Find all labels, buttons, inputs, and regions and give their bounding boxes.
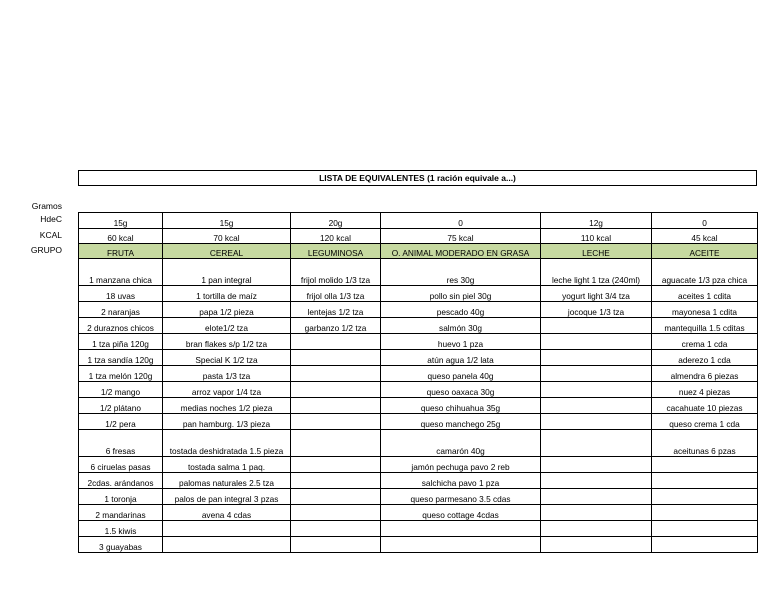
- table-cell: 1/2 pera: [79, 414, 163, 430]
- table-cell: [291, 537, 381, 553]
- table-row: [79, 318, 758, 334]
- table-row: [79, 505, 758, 521]
- table-title: LISTA DE EQUIVALENTES (1 ración equivale a...): [78, 170, 757, 186]
- table-cell: 2 duraznos chicos: [79, 318, 163, 334]
- row-label-kcal: KCAL: [39, 230, 62, 240]
- kcal-cell: 110 kcal: [541, 229, 652, 244]
- row-label-gramos: Gramos: [31, 201, 62, 211]
- table-cell: [291, 366, 381, 382]
- table-cell: queso cottage 4cdas: [381, 505, 541, 521]
- table-cell: atún agua 1/2 lata: [381, 350, 541, 366]
- table-cell: queso manchego 25g: [381, 414, 541, 430]
- table-cell: [291, 334, 381, 350]
- table-cell: [541, 430, 652, 457]
- table-cell: queso panela 40g: [381, 366, 541, 382]
- table-cell: [163, 521, 291, 537]
- table-cell: 1.5 kiwis: [79, 521, 163, 537]
- table-cell: queso crema 1 cda: [652, 414, 758, 430]
- table-cell: [291, 398, 381, 414]
- table-cell: arroz vapor 1/4 tza: [163, 382, 291, 398]
- table-cell: aceites 1 cdita: [652, 286, 758, 302]
- hdec-row: [79, 213, 758, 229]
- table-cell: 1 tortilla de maíz: [163, 286, 291, 302]
- table-cell: [541, 382, 652, 398]
- table-cell: pescado 40g: [381, 302, 541, 318]
- table-cell: mayonesa 1 cdita: [652, 302, 758, 318]
- table-cell: Special K 1/2 tza: [163, 350, 291, 366]
- table-cell: 2 naranjas: [79, 302, 163, 318]
- table-cell: 1 tza melón 120g: [79, 366, 163, 382]
- table-cell: camarón 40g: [381, 430, 541, 457]
- table-cell: 1 pan integral: [163, 259, 291, 286]
- table-cell: queso parmesano 3.5 cdas: [381, 489, 541, 505]
- table-cell: almendra 6 piezas: [652, 366, 758, 382]
- table-cell: huevo 1 pza: [381, 334, 541, 350]
- table-cell: [291, 382, 381, 398]
- table-cell: 18 uvas: [79, 286, 163, 302]
- table-cell: [291, 414, 381, 430]
- table-cell: [652, 505, 758, 521]
- hdec-cell: 12g: [541, 213, 652, 229]
- table-cell: pan hamburg. 1/3 pieza: [163, 414, 291, 430]
- table-cell: [541, 537, 652, 553]
- table-cell: tostada salma 1 paq.: [163, 457, 291, 473]
- table-cell: 1 toronja: [79, 489, 163, 505]
- group-cell-leche: LECHE: [541, 244, 652, 259]
- equivalents-table: [78, 212, 758, 553]
- table-cell: [652, 521, 758, 537]
- table-cell: queso oaxaca 30g: [381, 382, 541, 398]
- table-row: [79, 259, 758, 286]
- table-cell: [541, 521, 652, 537]
- table-cell: [541, 366, 652, 382]
- kcal-row: [79, 229, 758, 244]
- table-cell: 6 fresas: [79, 430, 163, 457]
- table-cell: salmón 30g: [381, 318, 541, 334]
- table-cell: [541, 414, 652, 430]
- table-cell: [541, 398, 652, 414]
- table-cell: [291, 489, 381, 505]
- table-cell: [291, 505, 381, 521]
- table-cell: pollo sin piel 30g: [381, 286, 541, 302]
- table-row: [79, 537, 758, 553]
- table-cell: 1/2 plátano: [79, 398, 163, 414]
- group-cell-leguminosa: LEGUMINOSA: [291, 244, 381, 259]
- table-cell: [381, 521, 541, 537]
- table-row: [79, 521, 758, 537]
- table-cell: crema 1 cda: [652, 334, 758, 350]
- table-cell: [163, 537, 291, 553]
- kcal-cell: 75 kcal: [381, 229, 541, 244]
- table-row: [79, 350, 758, 366]
- table-row: [79, 382, 758, 398]
- table-cell: medias noches 1/2 pieza: [163, 398, 291, 414]
- table-cell: frijol olla 1/3 tza: [291, 286, 381, 302]
- table-cell: 2cdas. arándanos: [79, 473, 163, 489]
- hdec-cell: 0: [652, 213, 758, 229]
- group-cell-aceite: ACEITE: [652, 244, 758, 259]
- table-row: [79, 286, 758, 302]
- table-cell: palos de pan integral 3 pzas: [163, 489, 291, 505]
- hdec-cell: 15g: [163, 213, 291, 229]
- table-row: [79, 366, 758, 382]
- table-cell: leche light 1 tza (240ml): [541, 259, 652, 286]
- table-cell: [541, 318, 652, 334]
- table-cell: avena 4 cdas: [163, 505, 291, 521]
- table-cell: [291, 350, 381, 366]
- table-cell: [541, 457, 652, 473]
- table-cell: aceitunas 6 pzas: [652, 430, 758, 457]
- table-cell: jocoque 1/3 tza: [541, 302, 652, 318]
- kcal-cell: 120 kcal: [291, 229, 381, 244]
- table-row: [79, 430, 758, 457]
- row-label-hdec: HdeC: [40, 214, 62, 224]
- table-cell: elote1/2 tza: [163, 318, 291, 334]
- kcal-cell: 70 kcal: [163, 229, 291, 244]
- food-rows: [79, 259, 758, 553]
- table-cell: salchicha pavo 1 pza: [381, 473, 541, 489]
- group-cell-origen-animal: O. ANIMAL MODERADO EN GRASA: [381, 244, 541, 259]
- group-cell-fruta: FRUTA: [79, 244, 163, 259]
- table-cell: res 30g: [381, 259, 541, 286]
- table-cell: bran flakes s/p 1/2 tza: [163, 334, 291, 350]
- table-row: [79, 334, 758, 350]
- table-cell: [652, 537, 758, 553]
- table-row: [79, 473, 758, 489]
- table-cell: pasta 1/3 tza: [163, 366, 291, 382]
- table-cell: 1 tza sandía 120g: [79, 350, 163, 366]
- row-label-grupo: GRUPO: [30, 245, 62, 255]
- table-cell: papa 1/2 pieza: [163, 302, 291, 318]
- table-cell: 1 tza piña 120g: [79, 334, 163, 350]
- table-cell: [541, 505, 652, 521]
- hdec-cell: 0: [381, 213, 541, 229]
- group-cell-cereal: CEREAL: [163, 244, 291, 259]
- table-cell: [291, 430, 381, 457]
- table-cell: aguacate 1/3 pza chica: [652, 259, 758, 286]
- kcal-cell: 60 kcal: [79, 229, 163, 244]
- table-cell: yogurt light 3/4 tza: [541, 286, 652, 302]
- hdec-cell: 20g: [291, 213, 381, 229]
- table-cell: [381, 537, 541, 553]
- table-cell: [541, 489, 652, 505]
- hdec-cell: 15g: [79, 213, 163, 229]
- table-row: [79, 457, 758, 473]
- kcal-cell: 45 kcal: [652, 229, 758, 244]
- table-cell: tostada deshidratada 1.5 pieza: [163, 430, 291, 457]
- table-cell: 1/2 mango: [79, 382, 163, 398]
- table-cell: lentejas 1/2 tza: [291, 302, 381, 318]
- table-cell: [541, 473, 652, 489]
- table-row: [79, 414, 758, 430]
- table-cell: mantequilla 1.5 cditas: [652, 318, 758, 334]
- table-cell: [541, 334, 652, 350]
- table-cell: cacahuate 10 piezas: [652, 398, 758, 414]
- table-cell: [291, 473, 381, 489]
- table-cell: frijol molido 1/3 tza: [291, 259, 381, 286]
- table-cell: palomas naturales 2.5 tza: [163, 473, 291, 489]
- table-cell: [541, 350, 652, 366]
- table-cell: 2 mandarinas: [79, 505, 163, 521]
- table-cell: [291, 457, 381, 473]
- table-row: [79, 489, 758, 505]
- table-cell: [291, 521, 381, 537]
- table-cell: garbanzo 1/2 tza: [291, 318, 381, 334]
- table-row: [79, 398, 758, 414]
- table-cell: [652, 473, 758, 489]
- table-cell: jamón pechuga pavo 2 reb: [381, 457, 541, 473]
- table-cell: 1 manzana chica: [79, 259, 163, 286]
- table-cell: queso chihuahua 35g: [381, 398, 541, 414]
- table-cell: [652, 489, 758, 505]
- table-row: [79, 302, 758, 318]
- table-cell: 3 guayabas: [79, 537, 163, 553]
- table-cell: nuez 4 piezas: [652, 382, 758, 398]
- table-cell: 6 ciruelas pasas: [79, 457, 163, 473]
- group-row: [79, 244, 758, 259]
- table-cell: [652, 457, 758, 473]
- table-cell: aderezo 1 cda: [652, 350, 758, 366]
